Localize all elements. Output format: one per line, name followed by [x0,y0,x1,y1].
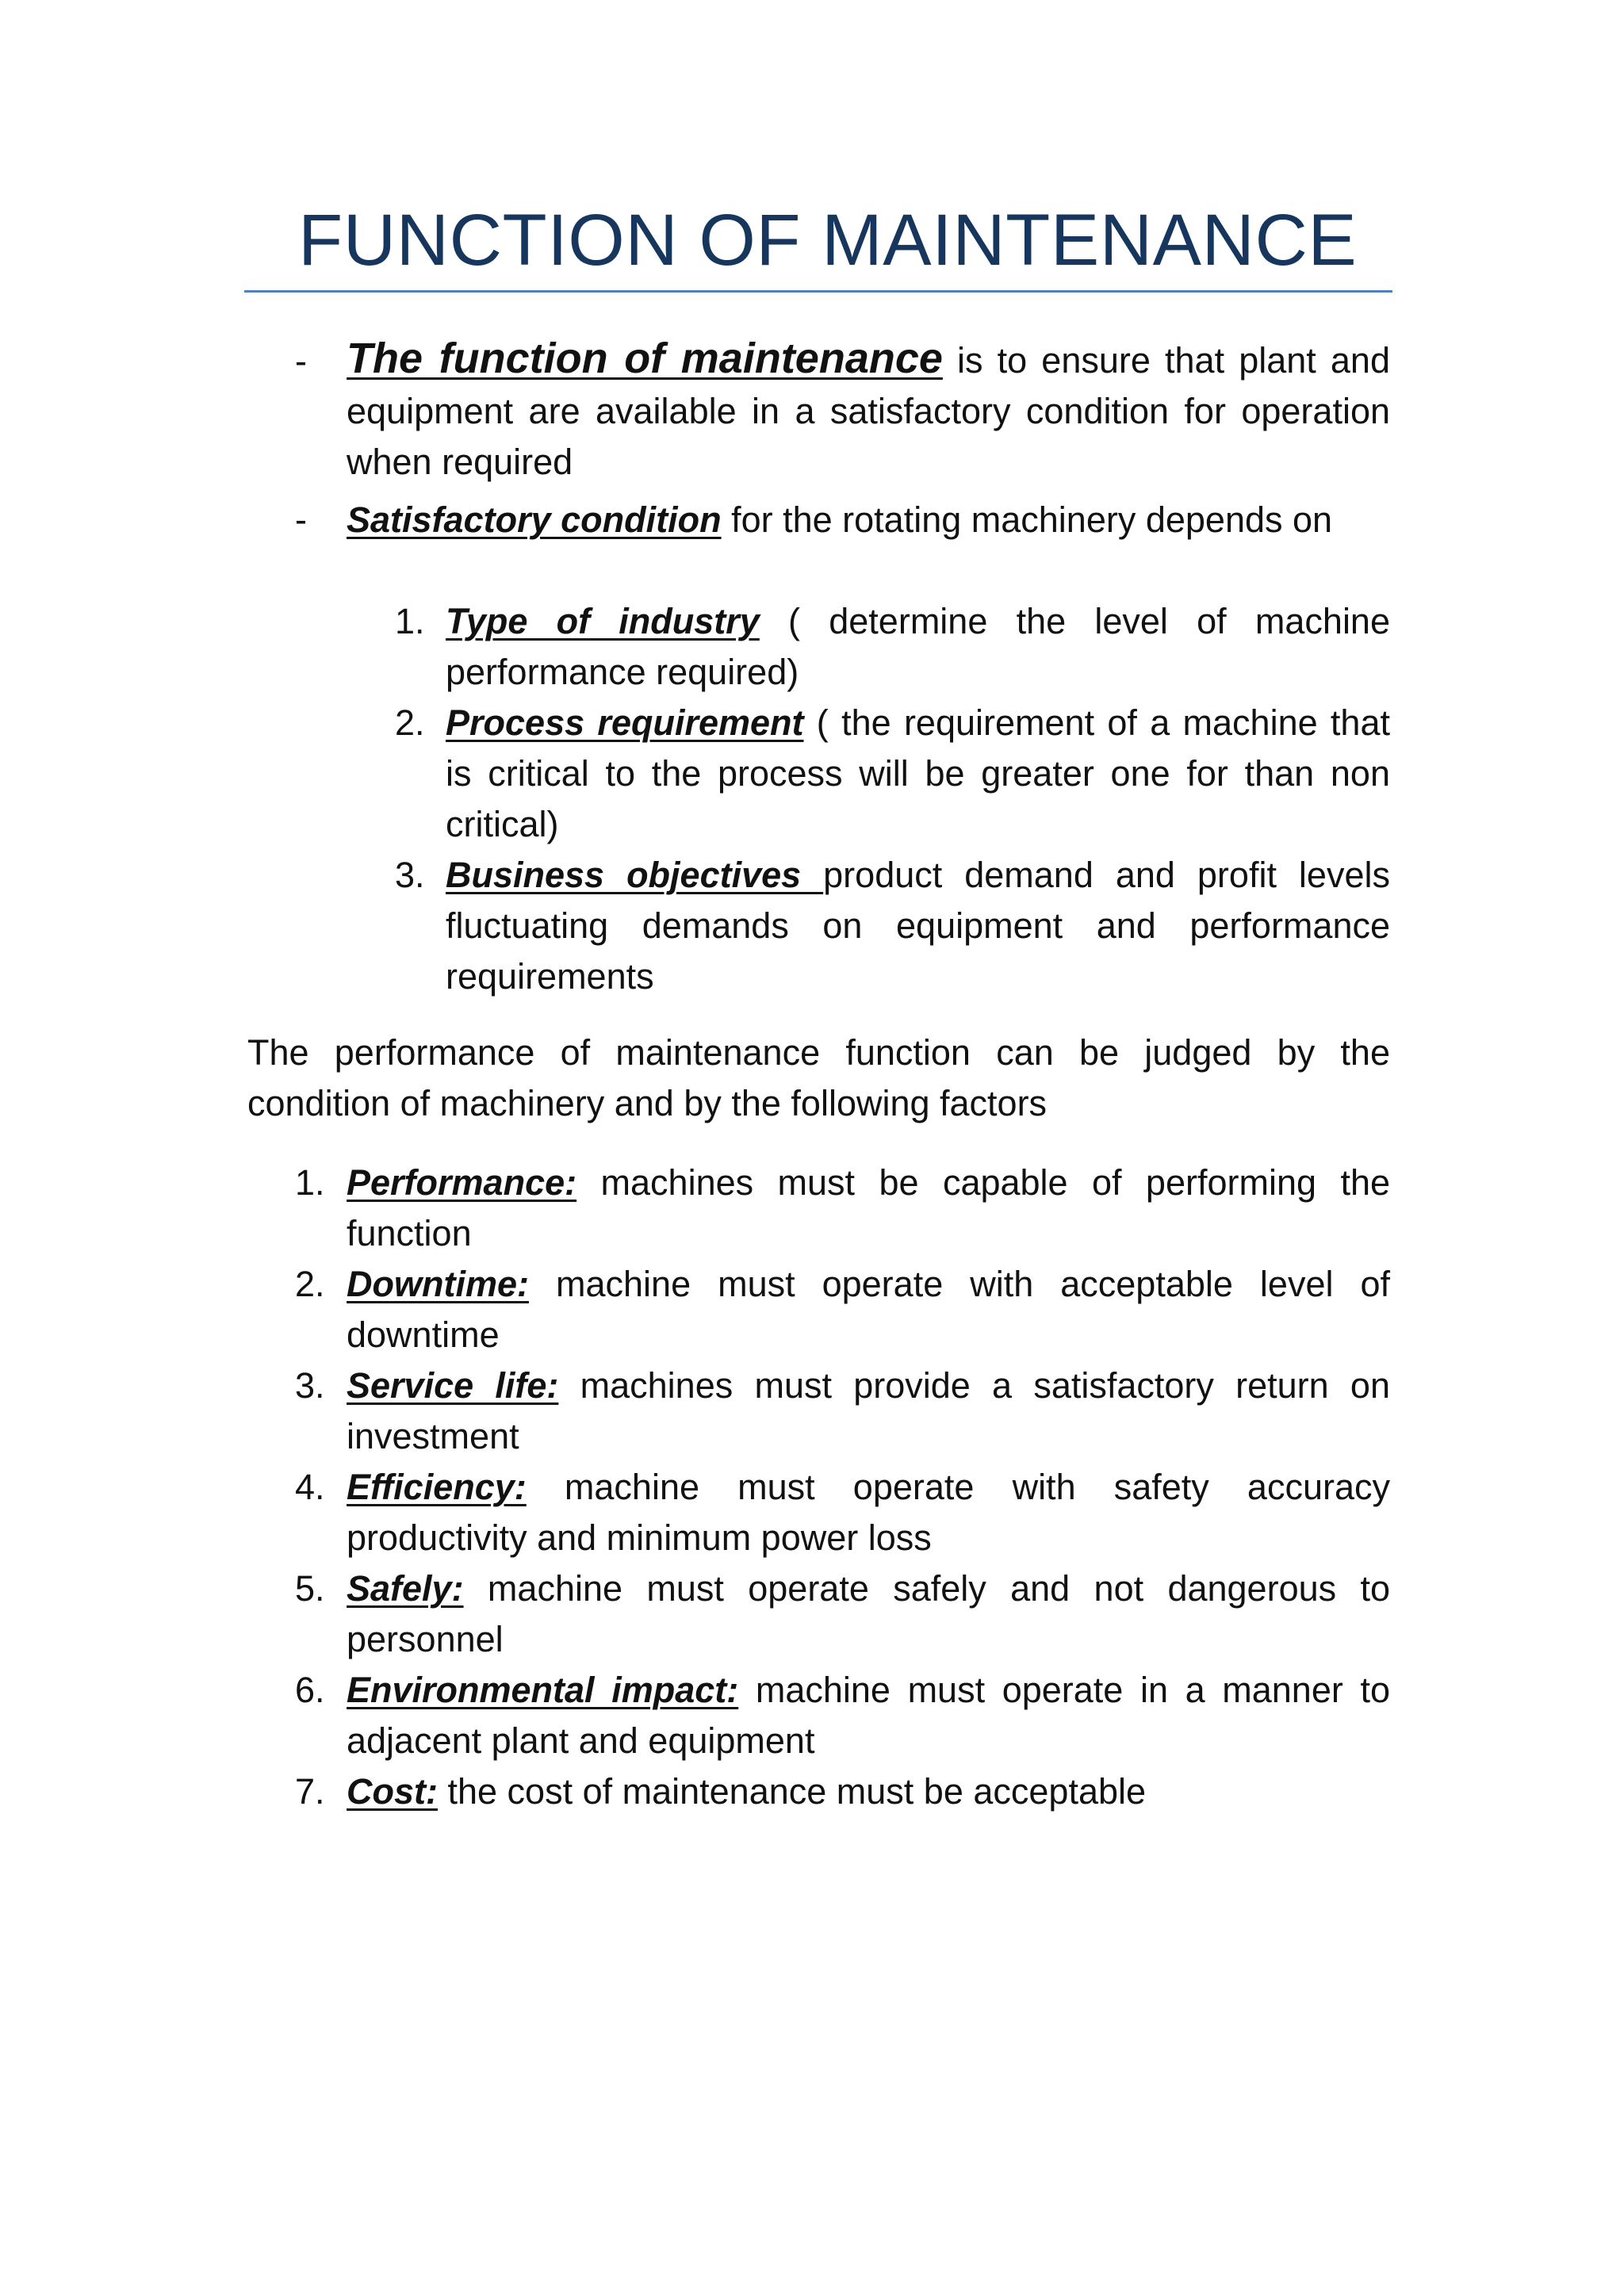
bullet-marker: - [295,341,307,381]
sub-item-text: product demand and profit levels fluctuating demands on equipment and performance requirements [446,855,1390,997]
factor-marker: 4. [295,1467,325,1507]
factor-text: machine must operate in a manner to adjacent plant and equipment [347,1670,1390,1761]
factor-term: Safely: [347,1568,464,1609]
bullet-item-function [347,333,1390,488]
factor-term: Cost: [347,1771,438,1812]
factor-marker: 1. [295,1162,325,1203]
bullet-text: is to ensure that plant and equipment are available in a satisfactory condition for operation when required [347,340,1390,482]
sub-item-marker: 2. [395,702,425,743]
factor-marker: 2. [295,1264,325,1304]
factor-term: Downtime: [347,1264,529,1304]
sub-item-business-objectives [446,850,1390,1002]
sub-item-marker: 1. [395,601,425,641]
sub-item-process-requirement [446,698,1390,850]
factor-term: Performance: [347,1162,577,1203]
sub-item-term: Type of industry [446,601,760,641]
factor-downtime [347,1259,1390,1360]
sub-item-marker: 3. [395,855,425,895]
sub-item-term: Process requirement [446,702,804,743]
title-divider [244,290,1392,293]
factor-text: machine must operate with acceptable level of downtime [347,1264,1390,1355]
factor-safely [347,1563,1390,1665]
bullet-marker: - [295,499,307,540]
factor-marker: 3. [295,1365,325,1406]
factor-text: machines must be capable of performing the function [347,1162,1390,1253]
factor-term: Service life: [347,1365,559,1406]
factor-term: Efficiency: [347,1467,527,1507]
sub-item-type-of-industry [446,596,1390,698]
factor-service-life [347,1360,1390,1462]
page-title: FUNCTION OF MAINTENANCE [298,200,1358,281]
intro-paragraph: The performance of maintenance function can be judged by the condition of machinery and by the following factors [247,1032,1390,1123]
sub-item-term: Business objectives [446,855,824,895]
bullet-term: Satisfactory condition [347,499,722,540]
factor-text: machines must provide a satisfactory return on investment [347,1365,1390,1456]
factor-marker: 7. [295,1771,325,1812]
factor-performance [347,1158,1390,1259]
bullet-text: for the rotating machinery depends on [721,499,1333,540]
factor-text: machine must operate with safety accuracy productivity and minimum power loss [347,1467,1390,1558]
bullet-item-satisfactory-condition [347,495,1390,545]
sub-item-text: ( the requirement of a machine that is critical to the process will be greater one for than non critical) [446,702,1390,844]
factor-environmental-impact [347,1665,1390,1766]
factor-marker: 6. [295,1670,325,1710]
factor-term: Environmental impact: [347,1670,739,1710]
factor-efficiency [347,1462,1390,1563]
sub-item-text: ( determine the level of machine performance required) [446,601,1390,692]
factor-text: machine must operate safely and not dangerous to personnel [347,1568,1390,1659]
bullet-term: The function of maintenance [347,335,943,382]
factor-marker: 5. [295,1568,325,1609]
factor-cost [347,1766,1390,1817]
factor-text: the cost of maintenance must be acceptable [437,1771,1147,1812]
